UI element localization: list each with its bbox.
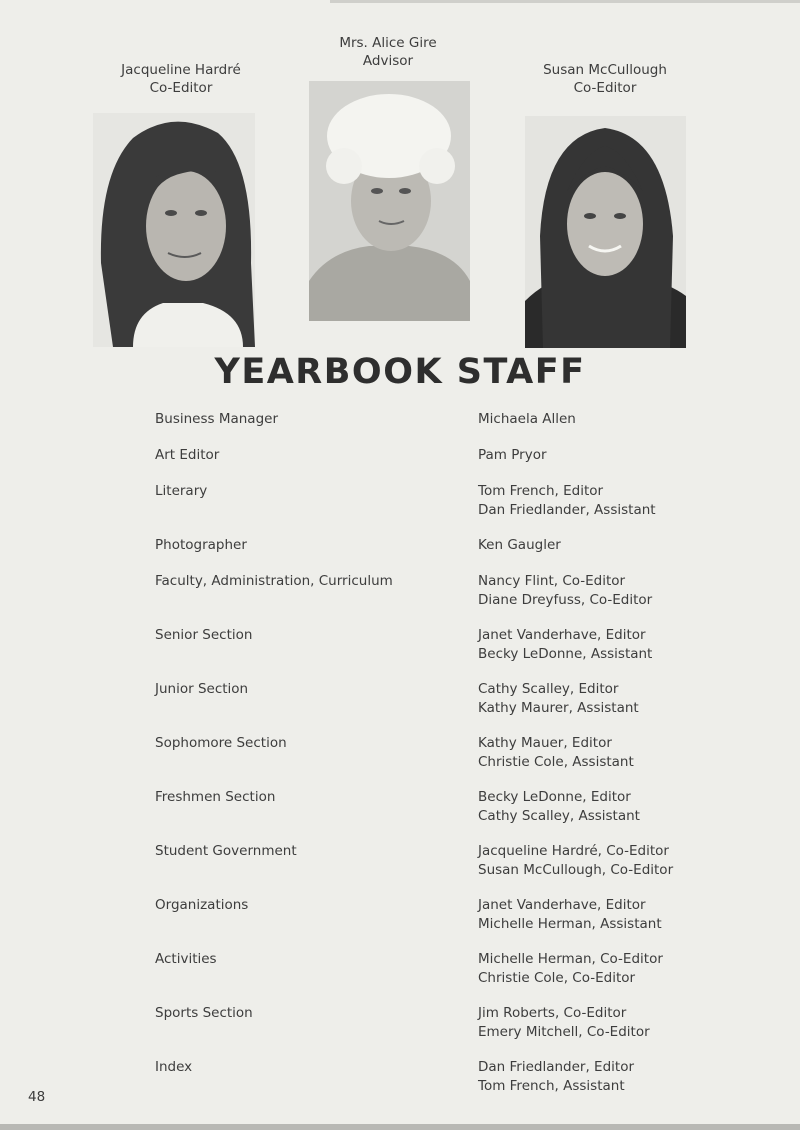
staff-name: Michelle Herman, Co-Editor [478,951,663,967]
staff-row [155,446,547,465]
staff-name: Susan McCullough, Co-Editor [478,861,674,878]
caption-left [61,61,301,97]
staff-row [155,626,652,663]
staff-name: Nancy Flint, Co-Editor [478,573,626,589]
staff-role: Junior Section [155,681,249,697]
caption-name: Susan McCullough [543,62,667,78]
staff-role: Senior Section [155,627,253,643]
portrait-photo-left [93,113,255,347]
staff-row [155,734,634,771]
staff-role: Activities [155,951,217,967]
staff-name: Dan Friedlander, Assistant [478,501,656,518]
staff-name: Tom French, Editor [478,483,604,499]
caption-right [485,61,725,97]
staff-role: Photographer [155,537,247,553]
staff-names [478,1004,650,1041]
staff-role: Literary [155,483,208,499]
staff-names [478,1058,634,1095]
staff-name: Christie Cole, Co-Editor [478,969,636,986]
caption-role: Co-Editor [149,80,213,96]
staff-names [478,626,652,663]
portrait-image [525,116,686,348]
staff-name: Emery Mitchell, Co-Editor [478,1023,650,1040]
staff-row [155,896,662,933]
staff-name: Jim Roberts, Co-Editor [478,1005,627,1021]
staff-row [155,410,576,429]
staff-names [478,482,656,519]
staff-name: Janet Vanderhave, Editor [478,627,646,643]
caption-name: Jacqueline Hardré [121,62,241,78]
staff-row [155,1004,650,1041]
page-number: 48 [28,1089,46,1105]
staff-role: Index [155,1059,193,1075]
caption-role: Advisor [362,53,414,69]
caption-name: Mrs. Alice Gire [339,35,437,51]
staff-role: Freshmen Section [155,789,276,805]
staff-role: Faculty, Administration, Curriculum [155,573,393,589]
staff-row [155,536,561,555]
staff-name: Diane Dreyfuss, Co-Editor [478,591,653,608]
staff-name: Christie Cole, Assistant [478,753,634,770]
staff-name: Michelle Herman, Assistant [478,915,662,932]
staff-name: Pam Pryor [478,447,547,463]
portrait-image [309,81,470,321]
staff-name: Dan Friedlander, Editor [478,1059,635,1075]
staff-name: Tom French, Assistant [478,1077,625,1094]
staff-names [478,842,673,879]
staff-names [478,788,640,825]
staff-names [478,680,639,717]
caption-role: Co-Editor [573,80,637,96]
staff-row [155,842,673,879]
portrait-photo-right [525,116,686,348]
staff-names [478,950,663,987]
staff-row [155,572,652,609]
staff-role: Organizations [155,897,249,913]
staff-role: Sports Section [155,1005,253,1021]
staff-name: Becky LeDonne, Assistant [478,645,653,662]
portrait-image [93,113,255,347]
staff-row [155,950,663,987]
staff-name: Becky LeDonne, Editor [478,789,631,805]
staff-row [155,680,639,717]
staff-name: Kathy Mauer, Editor [478,735,612,751]
staff-row [155,482,656,519]
page-top-edge [330,0,800,3]
caption-center [268,34,508,70]
staff-name: Cathy Scalley, Editor [478,681,619,697]
staff-name: Ken Gaugler [478,537,561,553]
portrait-photo-center [309,81,470,321]
page-bottom-edge [0,1124,800,1130]
staff-names [478,896,662,933]
staff-names [478,572,652,609]
staff-row [155,788,640,825]
staff-role: Sophomore Section [155,735,287,751]
staff-name: Cathy Scalley, Assistant [478,807,640,824]
page-title: YEARBOOK STAFF [214,352,586,392]
staff-names [478,410,576,429]
staff-names [478,734,634,771]
staff-role: Art Editor [155,447,220,463]
staff-role: Business Manager [155,411,278,427]
staff-role: Student Government [155,843,297,859]
staff-name: Jacqueline Hardré, Co-Editor [478,843,669,859]
staff-name: Janet Vanderhave, Editor [478,897,646,913]
staff-names [478,446,547,465]
staff-names [478,536,561,555]
staff-name: Michaela Allen [478,411,576,427]
staff-row [155,1058,634,1095]
staff-name: Kathy Maurer, Assistant [478,699,639,716]
